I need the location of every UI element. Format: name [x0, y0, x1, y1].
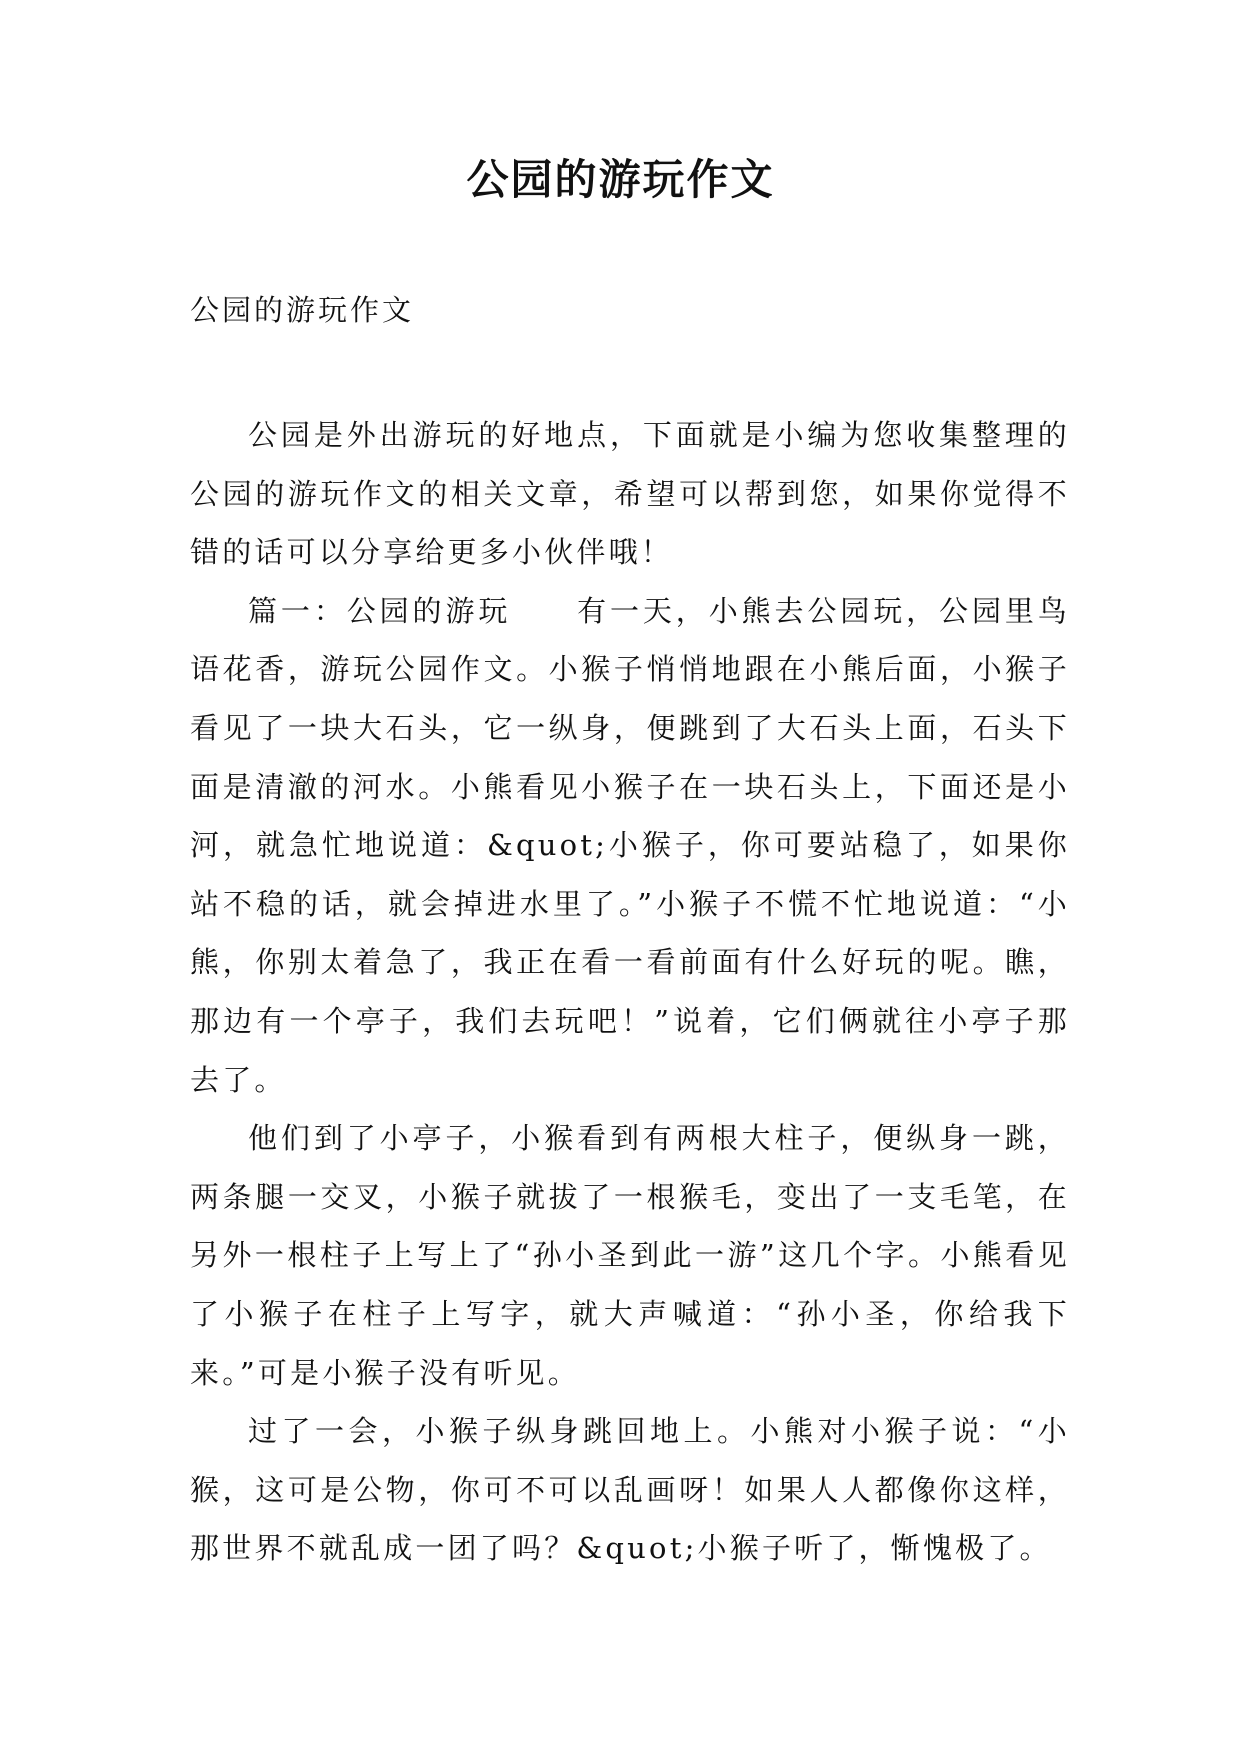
paragraph-part-one: 篇一：公园的游玩 有一天，小熊去公园玩，公园里鸟语花香，游玩公园作文。小猴子悄悄地跟在小熊后面，小猴子看见了一块大石头，它一纵身，便跳到了大石头上面，石头下面是清澈的河水。小熊看见小猴子在一块石头上，下面还是小河，就急忙地说道：&quot;小猴子，你可要站稳了，如果你站不稳的话，就会掉进水里了。”小猴子不慌不忙地说道：“小熊，你别太着急了，我正在看一看前面有什么好玩的呢。瞧，那边有一个亭子，我们去玩吧！”说着，它们俩就往小亭子那去了。 [190, 593, 1070, 1097]
paragraph-ending: 过了一会，小猴子纵身跳回地上。小熊对小猴子说：“小猴，这可是公物，你可不可以乱画呀！如果人人都像你这样，那世界不就乱成一团了吗？&quot;小猴子听了，惭愧极了。 [190, 1414, 1070, 1566]
document-title: 公园的游玩作文 [466, 155, 775, 204]
paragraph-intro: 公园是外出游玩的好地点，下面就是小编为您收集整理的公园的游玩作文的相关文章，希望可以帮到您，如果你觉得不错的话可以分享给更多小伙伴哦！ [190, 418, 1070, 570]
document-subtitle: 公园的游玩作文 [190, 293, 415, 327]
paragraph-pavilion: 他们到了小亭子，小猴看到有两根大柱子，便纵身一跳，两条腿一交叉，小猴子就拔了一根猴毛，变出了一支毛笔，在另外一根柱子上写上了“孙小圣到此一游”这几个字。小熊看见了小猴子在柱子上写字，就大声喊道：“孙小圣，你给我下来。”可是小猴子没有听见。 [190, 1121, 1070, 1390]
document-body [190, 406, 1070, 1578]
